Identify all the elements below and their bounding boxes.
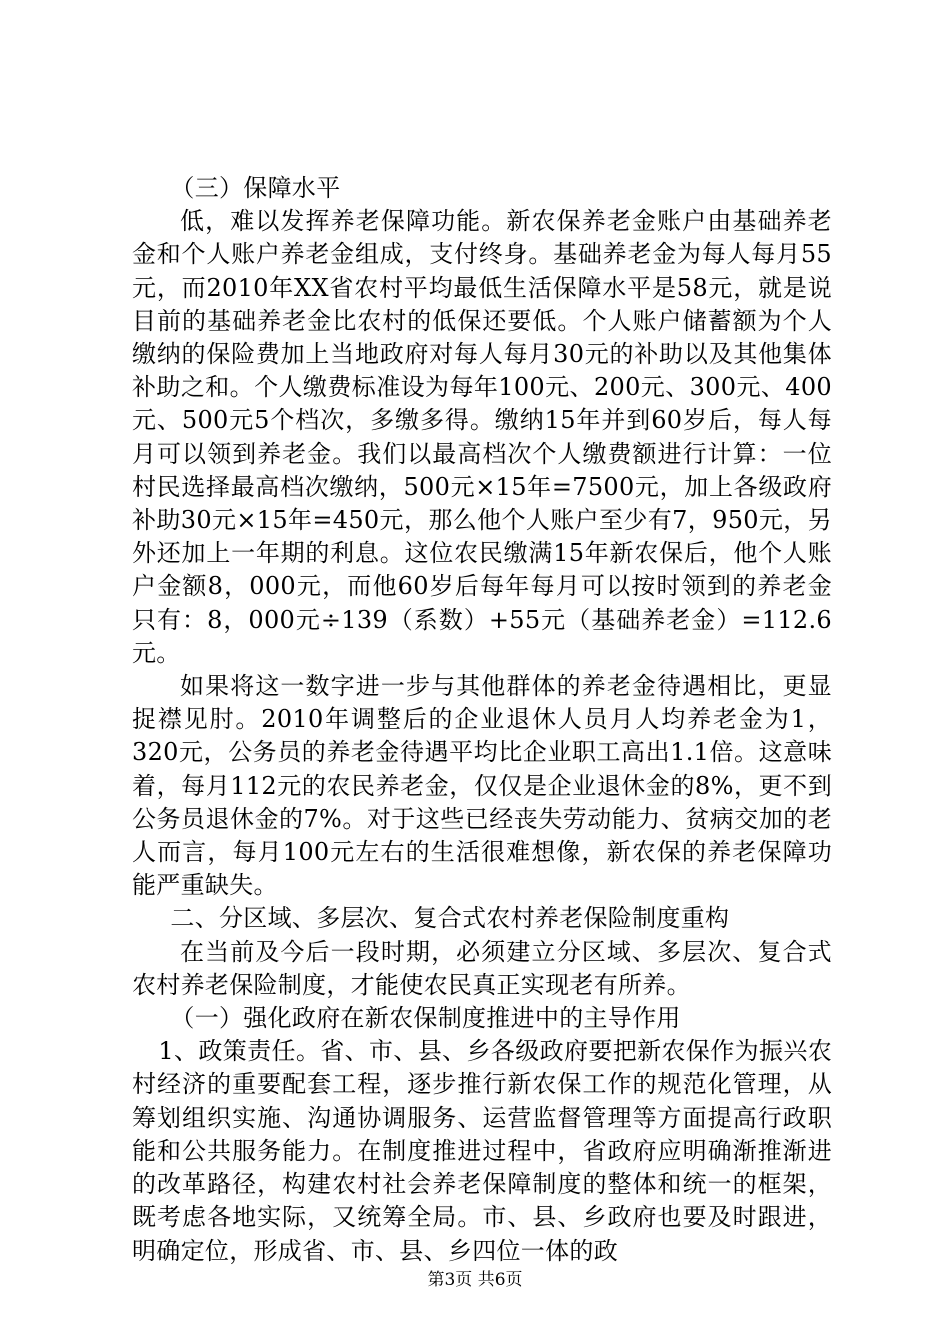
paragraph-policy-responsibility: 1、政策责任。省、市、县、乡各级政府要把新农保作为振兴农村经济的重要配套工程，逐步推行新农保工作的规范化管理，从筹划组织实施、沟通协调服务、运营监督管理等方面提高行政职能和公共服务能力。在制度推进过程中，省政府应明确渐推渐进的改革路径，构建农村社会养老保障制度的整体和统一的框架，既考虑各地实际，又统筹全局。市、县、乡政府也要及时跟进，明确定位，形成省、市、县、乡四位一体的政 [132, 1037, 832, 1265]
paragraph-pension-level: 低，难以发挥养老保障功能。新农保养老金账户由基础养老金和个人账户养老金组成，支付终身。基础养老金为每人每月55元，而2010年XX省农村平均最低生活保障水平是58元，就是说目前的基础养老金比农村的低保还要低。个人账户储蓄额为个人缴纳的保险费加上当地政府对每人每月30元的补助以及其他集体补助之和。个人缴费标准设为每年100元、200元、300元、400元、500元5个档次，多缴多得。缴纳15年并到60岁后，每人每月可以领到养老金。我们以最高档次个人缴费额进行计算：一位村民选择最高档次缴纳，500元×15年=7500元，加上各级政府补助30元×15年=450元，那么他个人账户至少有7，950元，另外还加上一年期的利息。这位农民缴满15年新农保后，他个人账户金额8，000元，而他60岁后每年每月可以按时领到的养老金只有：8，000元÷139（系数）+55元（基础养老金）=112.6元。 [132, 207, 832, 667]
section-heading-reconstruction: 二、分区域、多层次、复合式农村养老保险制度重构 [170, 904, 730, 933]
subsection-heading-government-role: （一）强化政府在新农保制度推进中的主导作用 [170, 1004, 681, 1033]
paragraph-comparison: 如果将这一数字进一步与其他群体的养老金待遇相比，更显捉襟见肘。2010年调整后的企业退休人员月人均养老金为1，320元，公务员的养老金待遇平均比企业职工高出1.1倍。这意味着，每月112元的农民养老金，仅仅是企业退休金的8%，更不到公务员退休金的7%。对于这些已经丧失劳动能力、贫病交加的老人而言，每月100元左右的生活很难想像，新农保的养老保障功能严重缺失。 [132, 672, 832, 900]
document-body [132, 172, 832, 1268]
section-heading-guarantee-level: （三）保障水平 [170, 174, 341, 202]
page-footer: 第3页 共6页 [427, 1270, 523, 1290]
paragraph-reconstruction: 在当前及今后一段时期，必须建立分区域、多层次、复合式农村养老保险制度，才能使农民真正实现老有所养。 [132, 937, 832, 999]
